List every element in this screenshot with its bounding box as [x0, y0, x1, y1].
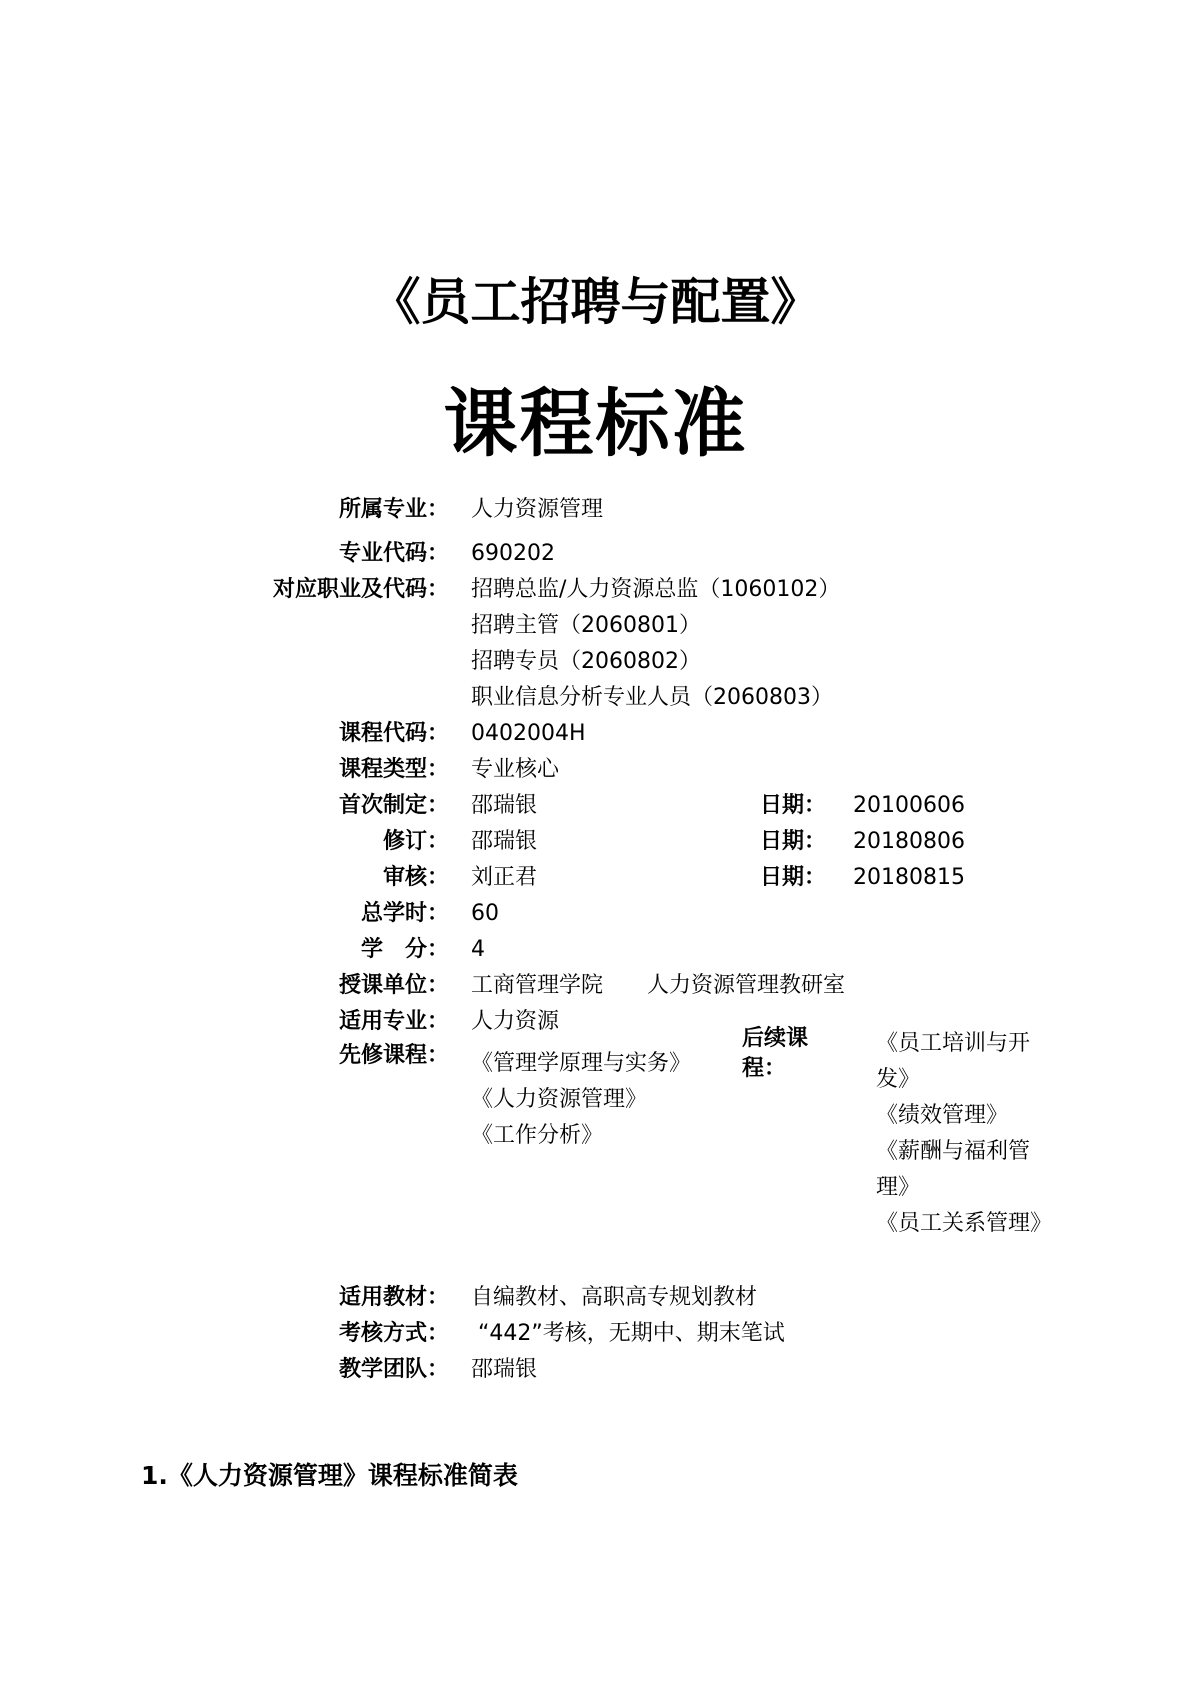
occupation-item: 招聘总监/人力资源总监（1060102）	[471, 577, 841, 602]
field-value: 人力资源	[471, 1009, 560, 1034]
field-label: 学 分：	[360, 937, 449, 962]
field-label: 考核方式：	[338, 1321, 449, 1346]
document-subtitle: 课程标准	[443, 381, 748, 467]
field-label: 总学时：	[360, 901, 449, 926]
occupation-item: 职业信息分析专业人员（2060803）	[471, 685, 833, 710]
prerequisite-item: 《人力资源管理》	[471, 1087, 648, 1112]
occupation-item: 招聘主管（2060801）	[471, 613, 701, 638]
field-value: 人力资源管理	[471, 497, 604, 522]
date-value: 20180806	[853, 829, 965, 854]
field-row-major	[0, 494, 1191, 526]
follow-up-item: 《员工关系管理》	[876, 1211, 1053, 1236]
field-label: 教学团队：	[338, 1357, 449, 1382]
field-value: 0402004H	[471, 721, 586, 746]
field-row-assessment	[0, 1318, 1191, 1350]
field-row-unit	[0, 970, 1191, 1002]
section-heading: 1.《人力资源管理》课程标准简表	[141, 1461, 518, 1490]
field-label: 所属专业：	[338, 497, 449, 522]
field-value: “442”考核，无期中、期末笔试	[478, 1321, 785, 1346]
field-label: 审核：	[382, 865, 449, 890]
field-value: 邵瑞银	[471, 829, 538, 854]
follow-up-item: 《员工培训与开发》	[876, 1031, 1031, 1092]
field-row-major-code	[0, 538, 1191, 570]
field-value: 邵瑞银	[471, 793, 538, 818]
field-value: 4	[471, 937, 485, 962]
field-value: 690202	[471, 541, 555, 566]
field-label: 适用教材：	[338, 1285, 449, 1310]
occupation-list	[471, 572, 840, 716]
field-value: 60	[471, 901, 499, 926]
prerequisite-item: 《工作分析》	[471, 1123, 604, 1148]
prerequisite-list	[471, 1046, 691, 1154]
date-label: 日期：	[760, 865, 827, 890]
field-label: 授课单位：	[338, 973, 449, 998]
field-value: 专业核心	[471, 757, 560, 782]
field-label: 课程类型：	[338, 757, 449, 782]
follow-up-list	[876, 1026, 1052, 1242]
field-value: 刘正君	[471, 865, 538, 890]
field-value: 自编教材、高职高专规划教材	[471, 1285, 758, 1310]
follow-up-label: 后续课程：	[742, 1026, 809, 1081]
field-row-total-hours	[0, 898, 1191, 930]
field-label: 修订：	[382, 829, 449, 854]
date-value: 20100606	[853, 793, 965, 818]
date-label: 日期：	[760, 793, 827, 818]
field-row-reviewed	[0, 862, 1191, 894]
field-label: 适用专业：	[338, 1009, 449, 1034]
follow-up-item: 《薪酬与福利管理》	[876, 1139, 1031, 1200]
field-label: 先修课程：	[338, 1043, 449, 1068]
document-title: 《员工招聘与配置》	[370, 273, 821, 331]
field-row-course-code	[0, 718, 1191, 750]
prerequisite-item: 《管理学原理与实务》	[471, 1051, 692, 1076]
occupation-item: 招聘专员（2060802）	[471, 649, 701, 674]
date-label: 日期：	[760, 829, 827, 854]
field-row-credits	[0, 934, 1191, 966]
follow-up-item: 《绩效管理》	[876, 1103, 1009, 1128]
field-label: 课程代码：	[338, 721, 449, 746]
field-value: 邵瑞银	[471, 1357, 538, 1382]
field-row-textbook	[0, 1282, 1191, 1314]
field-row-team	[0, 1354, 1191, 1386]
field-row-course-type	[0, 754, 1191, 786]
field-label: 专业代码：	[338, 541, 449, 566]
date-value: 20180815	[853, 865, 965, 890]
field-label: 首次制定：	[338, 793, 449, 818]
field-row-revised	[0, 826, 1191, 858]
field-label: 对应职业及代码：	[272, 577, 449, 602]
field-row-first-made	[0, 790, 1191, 822]
field-value: 工商管理学院 人力资源管理教研室	[471, 973, 846, 998]
